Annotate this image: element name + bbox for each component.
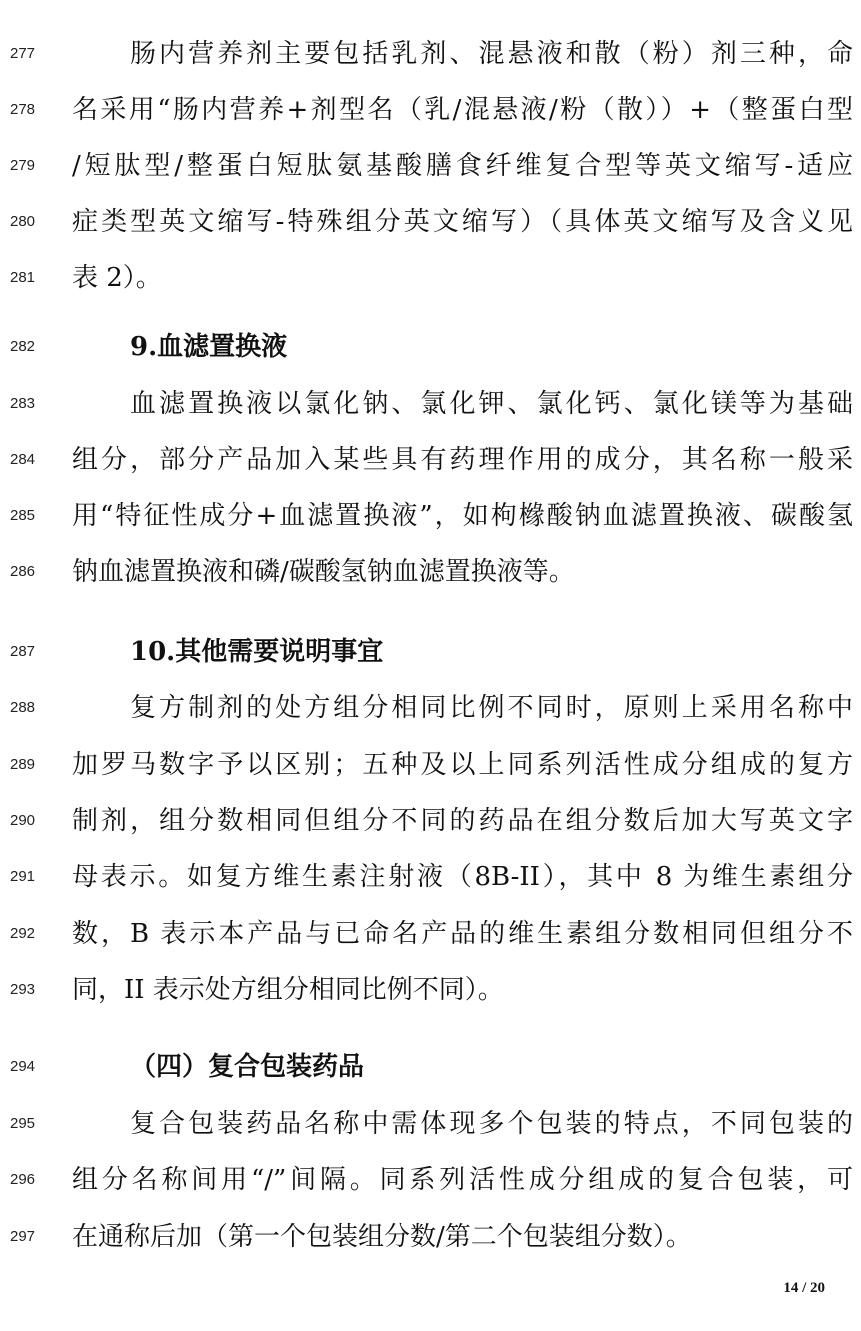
line-number: 294: [10, 1058, 36, 1075]
paragraph-text: 名采用“肠内营养+剂型名（乳/混悬液/粉（散））+（整蛋白型: [72, 95, 853, 125]
paragraph-text: 复合包装药品名称中需体现多个包装的特点，不同包装的: [130, 1109, 853, 1139]
line-number: 288: [10, 699, 36, 716]
paragraph-text: 同，II 表示处方组分相同比例不同）。: [72, 975, 504, 1005]
line-number: 292: [10, 925, 36, 942]
text-line: [0, 962, 861, 1018]
paragraph-text: 表 2）。: [72, 263, 162, 293]
paragraph-text: 钠血滤置换液和磷/碳酸氢钠血滤置换液等。: [72, 557, 575, 587]
line-number: 284: [10, 451, 36, 468]
text-line: [0, 737, 861, 793]
line-number: 280: [10, 213, 36, 230]
text-line: [0, 849, 861, 905]
line-number: 289: [10, 756, 36, 773]
text-line: [0, 432, 861, 488]
text-line: [0, 26, 861, 82]
paragraph-text: 母表示。如复方维生素注射液（8B-II），其中 8 为维生素组分: [72, 862, 853, 892]
paragraph-text: 组分，部分产品加入某些具有药理作用的成分，其名称一般采: [72, 445, 853, 475]
line-number: 290: [10, 812, 36, 829]
paragraph-text: 复方制剂的处方组分相同比例不同时，原则上采用名称中: [130, 693, 853, 723]
line-number: 286: [10, 563, 36, 580]
paragraph-text: 数，B 表示本产品与已命名产品的维生素组分数相同但组分不: [72, 919, 853, 949]
line-number: 287: [10, 643, 36, 660]
paragraph-text: 在通称后加（第一个包装组分数/第二个包装组分数）。: [72, 1222, 692, 1252]
text-line: [0, 194, 861, 250]
text-line: [0, 624, 861, 680]
line-number: 285: [10, 507, 36, 524]
text-line: [0, 82, 861, 138]
line-number: 283: [10, 395, 36, 412]
line-number: 281: [10, 269, 36, 286]
text-line: [0, 138, 861, 194]
text-line: [0, 376, 861, 432]
text-line: [0, 1096, 861, 1152]
line-number: 291: [10, 868, 36, 885]
line-number: 295: [10, 1115, 36, 1132]
text-line: [0, 1152, 861, 1208]
paragraph-text: /短肽型/整蛋白短肽氨基酸膳食纤维复合型等英文缩写-适应: [72, 151, 853, 181]
paragraph-text: 加罗马数字予以区别；五种及以上同系列活性成分组成的复方: [72, 750, 853, 780]
section-heading: （四）复合包装药品: [130, 1052, 365, 1082]
paragraph-text: 用“特征性成分+血滤置换液”，如枸橼酸钠血滤置换液、碳酸氢: [72, 501, 853, 531]
paragraph-text: 组分名称间用“/”间隔。同系列活性成分组成的复合包装，可: [72, 1165, 853, 1195]
section-heading: 10.其他需要说明事宜: [130, 637, 384, 667]
text-line: [0, 793, 861, 849]
line-number: 279: [10, 157, 36, 174]
line-number: 297: [10, 1228, 36, 1245]
text-line: [0, 906, 861, 962]
paragraph-text: 症类型英文缩写-特殊组分英文缩写）（具体英文缩写及含义见: [72, 207, 853, 237]
text-line: [0, 1039, 861, 1095]
paragraph-text: 制剂，组分数相同但组分不同的药品在组分数后加大写英文字: [72, 806, 853, 836]
text-line: [0, 488, 861, 544]
text-line: [0, 1209, 861, 1265]
text-line: [0, 319, 861, 375]
line-number: 293: [10, 981, 36, 998]
line-number: 278: [10, 101, 36, 118]
section-heading: 9.血滤置换液: [130, 332, 288, 362]
text-line: [0, 250, 861, 306]
paragraph-text: 血滤置换液以氯化钠、氯化钾、氯化钙、氯化镁等为基础: [130, 389, 853, 419]
line-number: 277: [10, 45, 36, 62]
line-number: 282: [10, 338, 36, 355]
text-line: [0, 680, 861, 736]
text-line: [0, 544, 861, 600]
paragraph-text: 肠内营养剂主要包括乳剂、混悬液和散（粉）剂三种，命: [130, 39, 853, 69]
line-number: 296: [10, 1171, 36, 1188]
page-number: 14 / 20: [783, 1280, 825, 1296]
